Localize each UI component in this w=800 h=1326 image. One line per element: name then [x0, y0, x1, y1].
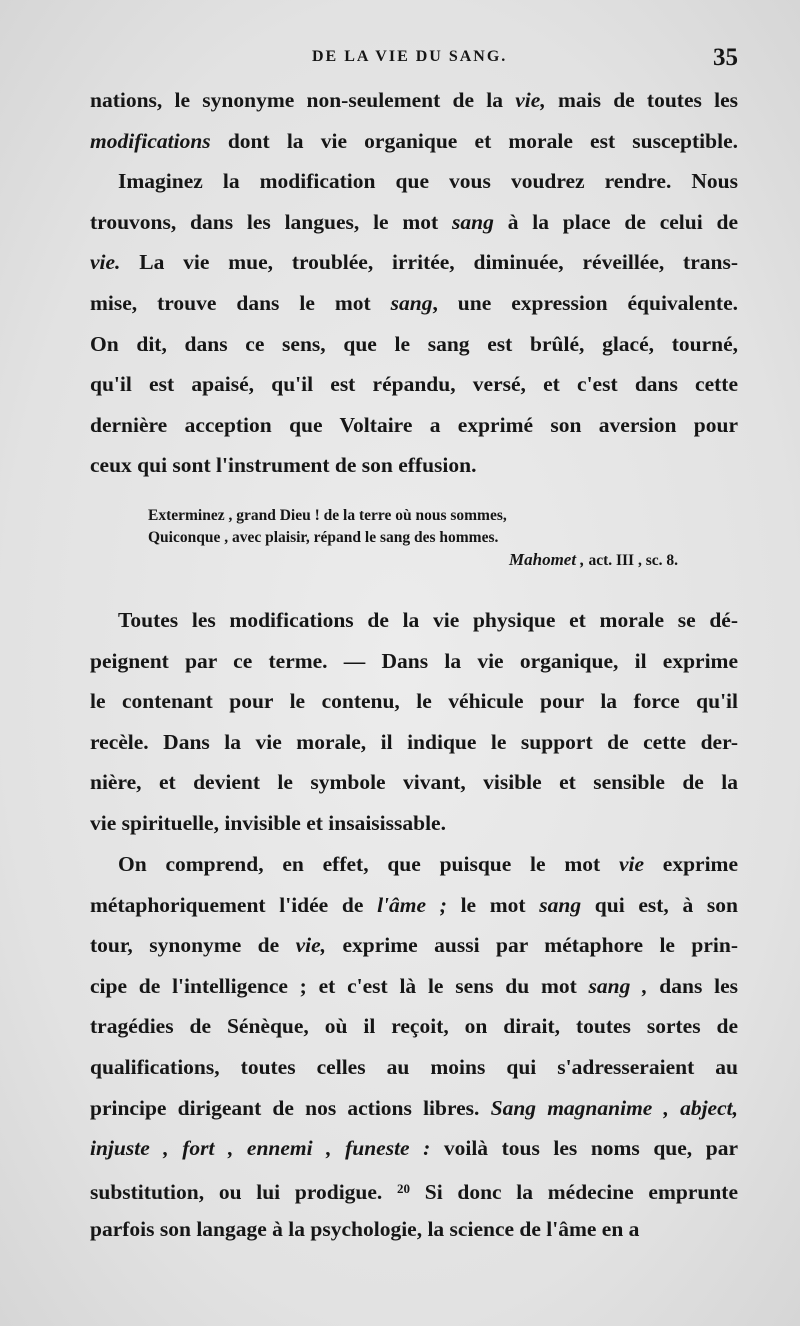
text-line — [90, 405, 738, 446]
text-line — [90, 1006, 738, 1047]
text-line — [90, 80, 738, 121]
text-line — [90, 722, 738, 763]
text-run: peignent par ce terme. — Dans la vie organique, il exprime — [90, 648, 738, 673]
text-run: nière, et devient le symbole vivant, visible et sensible de la — [90, 770, 738, 795]
text-run: mais de toutes les — [545, 88, 738, 112]
paragraph-1 — [90, 80, 738, 486]
text-run: le contenant pour le contenu, le véhicule pour la force qu'il — [90, 689, 738, 714]
text-line — [90, 966, 738, 1007]
quote-line-1: Exterminez , grand Dieu ! de la terre où nous sommes, — [148, 507, 507, 524]
text-line — [90, 1047, 738, 1088]
text-line — [90, 445, 738, 486]
text-line — [90, 803, 738, 844]
italic-term: modifications — [90, 128, 211, 153]
italic-term: sang — [390, 290, 433, 315]
text-line — [90, 1128, 738, 1169]
text-run: mise, trouve dans le mot — [90, 290, 391, 315]
text-line — [90, 364, 738, 405]
italic-term: sang — [452, 209, 494, 234]
text-run: dans les — [647, 973, 738, 998]
text-line — [90, 925, 738, 966]
text-line — [90, 762, 738, 803]
text-run: La vie mue, troublée, irritée, diminuée, réveillée, trans- — [120, 250, 738, 275]
text-run: exprime — [644, 852, 739, 876]
running-head: DE LA VIE DU SANG. — [312, 48, 508, 65]
text-line — [90, 283, 738, 324]
text-run: recèle. Dans la vie morale, il indique le support de cette der- — [90, 729, 738, 754]
italic-term: vie. — [90, 250, 121, 275]
paragraph-2 — [90, 600, 738, 844]
text-run: nations, le synonyme non-seulement de la — [90, 88, 516, 112]
text-run: dont la vie organique et morale est susceptible. — [210, 128, 738, 153]
text-line — [90, 641, 738, 682]
text-run: , une expression équivalente. — [432, 290, 738, 315]
text-run: Si donc la médecine emprunte — [410, 1179, 738, 1204]
text-line — [90, 121, 738, 162]
text-line — [90, 600, 738, 641]
paragraph-3 — [90, 844, 738, 1250]
text-line — [90, 844, 738, 885]
text-line — [90, 1088, 738, 1129]
italic-term: l'âme ; — [377, 892, 447, 917]
italic-term: vie, — [515, 88, 546, 112]
page-number: 35 — [713, 44, 738, 71]
text-run: qu'il est apaisé, qu'il est répandu, versé, et c'est dans cette — [90, 372, 738, 397]
text-run: parfois son langage à la psychologie, la science de l'âme en a — [90, 1217, 640, 1242]
text-run: qualifications, toutes celles au moins qui s'adresseraient au — [90, 1054, 738, 1079]
text-run: voilà tous les noms que, par — [430, 1136, 738, 1161]
text-run: Imaginez la modification que vous voudrez rendre. Nous — [118, 169, 738, 194]
text-line — [90, 681, 738, 722]
text-line — [90, 202, 738, 243]
text-line — [90, 885, 738, 926]
page-header — [90, 44, 738, 74]
italic-term: sang — [539, 892, 582, 917]
text-line — [90, 161, 738, 202]
text-line — [90, 324, 738, 365]
text-run: tragédies de Sénèque, où il reçoit, on dirait, toutes sortes de — [90, 1014, 738, 1039]
text-run: trouvons, dans les langues, le mot — [90, 209, 453, 234]
attribution-reference: act. III , sc. 8. — [584, 552, 678, 569]
verse-quotation — [148, 505, 678, 572]
text-run: vie spirituelle, invisible et insaisissable. — [90, 810, 446, 835]
attribution-work: Mahomet , — [509, 550, 585, 569]
text-run: à la place de celui de — [493, 209, 738, 234]
text-run: substitution, ou lui prodigue. — [90, 1179, 398, 1204]
quote-line-2: Quiconque , avec plaisir, répand le sang des hommes. — [148, 529, 499, 546]
text-run: principe dirigeant de nos actions libres. — [90, 1095, 491, 1120]
text-line — [90, 1169, 738, 1210]
text-run: dernière acception que Voltaire a exprimé son aversion pour — [90, 412, 738, 437]
italic-term: vie, — [295, 933, 327, 958]
text-line — [90, 242, 738, 283]
italic-term: injuste , fort , ennemi , funeste : — [90, 1136, 431, 1161]
italic-term: Sang magnanime , abject, — [490, 1095, 738, 1120]
text-run: On comprend, en effet, que puisque le mot — [118, 852, 619, 876]
text-run: métaphoriquement l'idée de — [90, 892, 378, 917]
text-run: Toutes les modifications de la vie physique et morale se dé- — [118, 608, 738, 632]
italic-term: sang , — [588, 973, 648, 998]
text-line — [90, 1209, 738, 1250]
text-run: ceux qui sont l'instrument de son effusion. — [90, 453, 477, 478]
text-run: qui est, à son — [581, 892, 738, 917]
text-run: tour, synonyme de — [90, 933, 296, 958]
note-reference: 20 — [397, 1180, 411, 1196]
text-run: le mot — [446, 892, 540, 917]
text-run: On dit, dans ce sens, que le sang est brûlé, glacé, tourné, — [90, 331, 738, 356]
italic-term: vie — [618, 852, 645, 876]
text-run: cipe de l'intelligence ; et c'est là le sens du mot — [90, 973, 589, 998]
quote-attribution — [148, 549, 678, 572]
text-run: exprime aussi par métaphore le prin- — [326, 933, 738, 958]
